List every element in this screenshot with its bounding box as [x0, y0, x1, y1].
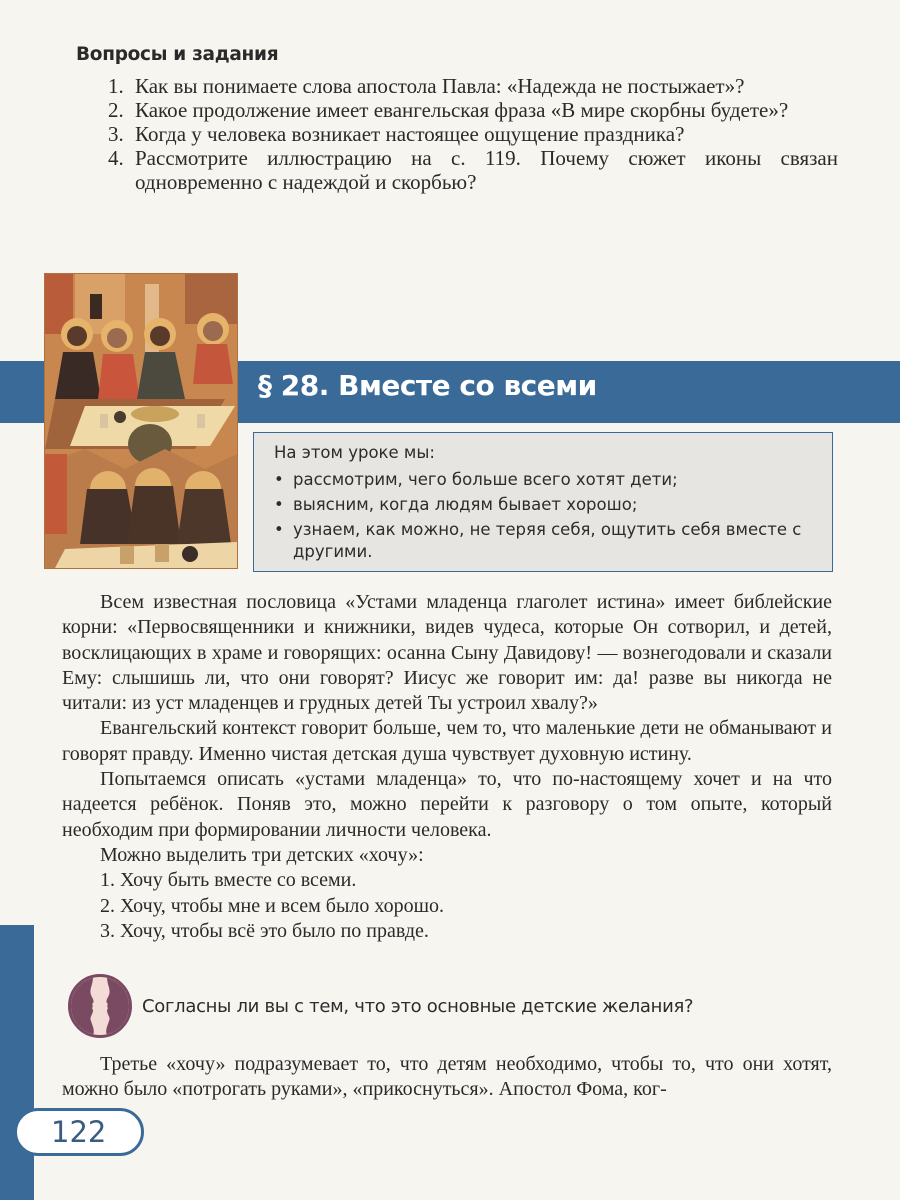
paragraph: Попытаемся описать «устами младенца» то, что по-настоящему хочет и на что надеется ребёнок. Поняв это, можно перейти к разговору о том опыте, который необходим при формировании личности человека.: [62, 768, 832, 841]
question-number: 4.: [108, 146, 124, 170]
question-text: Рассмотрите иллюстрацию на с. 119. Почему сюжет иконы связан одновременно с надеждой и скорбью?: [135, 146, 838, 194]
page-number-badge: 122: [14, 1108, 144, 1156]
question-number: 3.: [108, 122, 124, 146]
question-number: 1.: [108, 74, 124, 98]
goal-text: рассмотрим, чего больше всего хотят дети;: [293, 470, 678, 489]
questions-list: [108, 74, 838, 194]
question-text: Какое продолжение имеет евангельская фраза «В мире скорбны будете»?: [135, 98, 789, 122]
bullet-icon: •: [274, 520, 284, 539]
paragraph: Третье «хочу» подразумевает то, что детям необходимо, чтобы то, что они хотят, можно было «потрогать руками», «прикоснуться». Апостол Фома, ког-: [62, 1053, 832, 1101]
want-item: 2. Хочу, чтобы мне и всем было хорошо.: [100, 894, 445, 917]
lesson-goals-box: [253, 432, 833, 572]
goal-item: [274, 469, 820, 491]
question-item: [108, 74, 838, 98]
continued-body-text: [62, 1052, 832, 1103]
question-text: Как вы понимаете слова апостола Павла: «Надежда не постыжает»?: [135, 74, 745, 98]
page-edge-strip: [0, 925, 34, 1200]
section-title: § 28. Вместе со всеми: [258, 369, 597, 402]
icon-painting-illustration: [44, 273, 238, 569]
discussion-question: Согласны ли вы с тем, что это основные детские желания?: [142, 995, 694, 1017]
goal-item: [274, 494, 820, 516]
question-item: [108, 98, 838, 122]
goals-list: [274, 469, 820, 563]
want-item: 1. Хочу быть вместе со всеми.: [100, 869, 357, 892]
discussion-prompt: [68, 975, 693, 1037]
goal-item: [274, 519, 820, 563]
two-faces-discussion-icon: [68, 974, 132, 1038]
bullet-icon: •: [274, 470, 284, 489]
goal-text: выясним, когда людям бывает хорошо;: [293, 495, 638, 514]
paragraph: Всем известная пословица «Устами младенца глаголет истина» имеет библейские корни: «Первосвященники и книжники, видев чудеса, которые Он сотворил, и детей, восклицающих в храме и говорящих: осанна Сыну Давидову! — вознегодовали и сказали Ему: слышишь ли, что они говорят? Иисус же говорит им: да! разве вы никогда не читали: из уст младенцев и грудных детей Ты устроил хвалу?»: [62, 591, 832, 715]
main-body-text: [62, 590, 832, 944]
paragraph: Евангельский контекст говорит больше, чем то, что маленькие дети не обманывают и говорят правду. Именно чистая детская душа чувствует духовную истину.: [62, 717, 832, 765]
question-text: Когда у человека возникает настоящее ощущение праздника?: [135, 122, 685, 146]
goals-intro: На этом уроке мы:: [274, 443, 435, 462]
question-item: [108, 146, 838, 194]
feast-scene-icon: [45, 274, 237, 568]
paragraph: Можно выделить три детских «хочу»:: [100, 843, 424, 866]
questions-heading: Вопросы и задания: [76, 44, 279, 65]
question-item: [108, 122, 838, 146]
want-item: 3. Хочу, чтобы всё это было по правде.: [100, 919, 429, 942]
goal-text: узнаем, как можно, не теряя себя, ощутить себя вместе с другими.: [293, 520, 802, 561]
bullet-icon: •: [274, 495, 284, 514]
question-number: 2.: [108, 98, 124, 122]
